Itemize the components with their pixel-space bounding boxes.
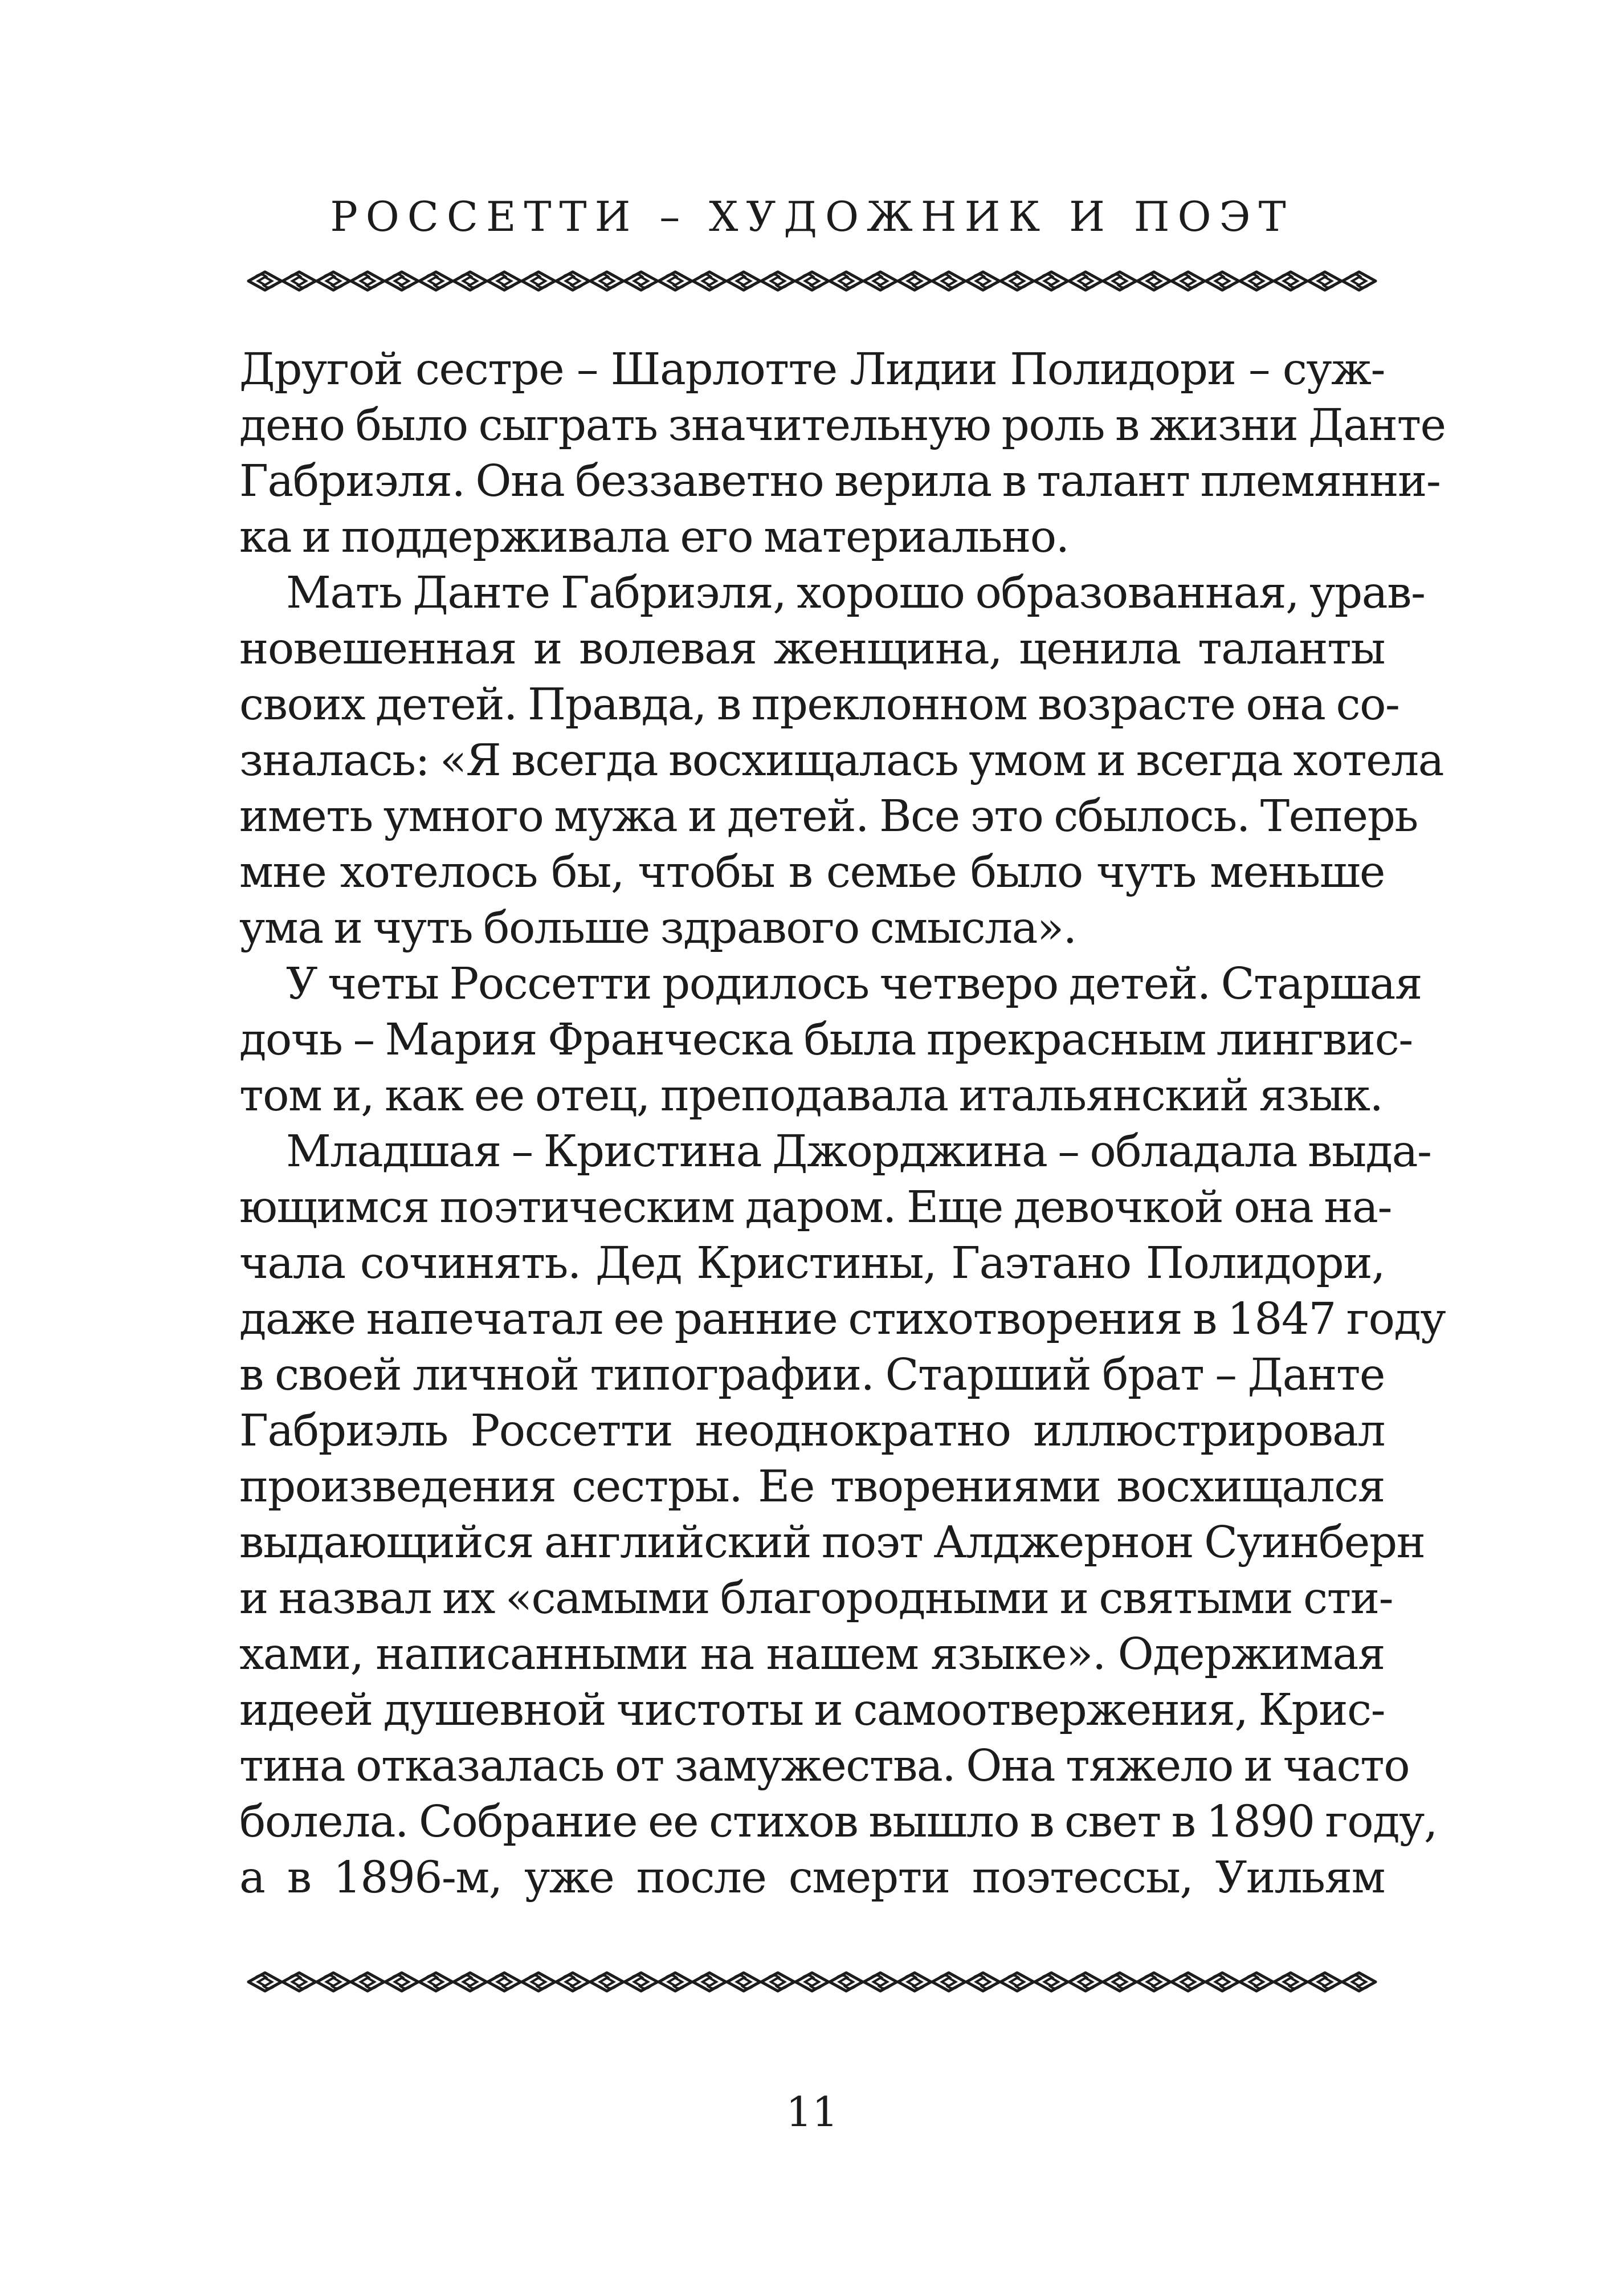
- text-line: в своей личной типографии. Старший брат – Данте: [239, 1350, 1385, 1400]
- ornament-link-icon: [1069, 272, 1102, 290]
- ornament-link-icon: [625, 1973, 658, 1991]
- ornament-link-icon: [761, 1973, 794, 1991]
- ornament-link-icon: [1308, 1973, 1341, 1991]
- ornament-link-icon: [1343, 1973, 1376, 1991]
- text-line: даже напечатал ее ранние стихотворения в 1847 году: [239, 1294, 1446, 1345]
- text-line: Младшая – Кристина Джорджина – обладала выда-: [286, 1126, 1431, 1177]
- ornament-link-icon: [966, 1973, 999, 1991]
- ornament-link-icon: [1240, 1973, 1273, 1991]
- ornament-link-icon: [830, 1973, 863, 1991]
- text-line: ка и поддерживала его материально.: [239, 512, 1069, 563]
- text-line: идеей душевной чистоты и самоотвержения, Крис-: [239, 1685, 1385, 1736]
- text-line: своих детей. Правда, в преклонном возрасте она со-: [239, 679, 1399, 730]
- ornament-link-icon: [727, 272, 760, 290]
- ornament-link-icon: [625, 272, 658, 290]
- ornament-link-icon: [761, 272, 794, 290]
- text-line: том и, как ее отец, преподавала итальянский язык.: [239, 1070, 1383, 1121]
- ornament-link-icon: [385, 1973, 418, 1991]
- ornament-link-icon: [1172, 1973, 1205, 1991]
- text-line: иметь умного мужа и детей. Все это сбылось. Теперь: [239, 791, 1418, 842]
- ornament-link-icon: [1274, 1973, 1307, 1991]
- ornament-link-icon: [1172, 272, 1205, 290]
- ornament-link-icon: [932, 1973, 965, 1991]
- ornament-border-top-icon: [239, 264, 1385, 298]
- ornament-link-icon: [1001, 272, 1034, 290]
- text-line: тина отказалась от замужества. Она тяжело и часто: [239, 1741, 1410, 1792]
- running-head: РОССЕТТИ – ХУДОЖНИК И ПОЭТ: [330, 193, 1294, 241]
- ornament-link-icon: [317, 1973, 350, 1991]
- text-line: Габриэль Россетти неоднократно иллюстрировал: [239, 1406, 1385, 1456]
- ornament-link-icon: [1137, 272, 1170, 290]
- text-line: чала сочинять. Дед Кристины, Гаэтано Полидори,: [239, 1238, 1385, 1289]
- ornament-link-icon: [795, 1973, 829, 1991]
- ornament-border-bottom-icon: [239, 1965, 1385, 1999]
- text-line: У четы Россетти родилось четверо детей. Старшая: [286, 959, 1422, 1009]
- text-line: Другой сестре – Шарлотте Лидии Полидори – суж-: [239, 344, 1385, 395]
- ornament-link-icon: [1137, 1973, 1170, 1991]
- ornament-link-icon: [351, 1973, 384, 1991]
- ornament-link-icon: [522, 272, 555, 290]
- text-line: ума и чуть больше здравого смысла».: [239, 903, 1076, 954]
- ornament-link-icon: [522, 1973, 555, 1991]
- text-line: выдающийся английский поэт Алджернон Суинберн: [239, 1517, 1425, 1568]
- ornament-link-icon: [1206, 1973, 1239, 1991]
- ornament-link-icon: [590, 272, 623, 290]
- ornament-link-icon: [556, 272, 589, 290]
- text-line: болела. Собрание ее стихов вышло в свет в 1890 году,: [239, 1797, 1437, 1847]
- ornament-link-icon: [419, 272, 452, 290]
- ornament-link-icon: [1240, 272, 1273, 290]
- text-line: а в 1896-м, уже после смерти поэтессы, Уильям: [239, 1852, 1385, 1903]
- ornament-link-icon: [488, 1973, 521, 1991]
- ornament-link-icon: [454, 272, 487, 290]
- ornament-link-icon: [693, 272, 726, 290]
- ornament-link-icon: [1103, 1973, 1136, 1991]
- ornament-link-icon: [1206, 272, 1239, 290]
- text-line: Габриэля. Она беззаветно верила в талант племянни-: [239, 456, 1441, 507]
- ornament-link-icon: [454, 1973, 487, 1991]
- ornament-link-icon: [830, 272, 863, 290]
- ornament-link-icon: [659, 1973, 692, 1991]
- text-line: дено было сыграть значительную роль в жизни Данте: [239, 400, 1446, 451]
- ornament-link-icon: [1035, 1973, 1068, 1991]
- ornament-link-icon: [1069, 1973, 1102, 1991]
- ornament-link-icon: [317, 272, 350, 290]
- ornament-link-icon: [864, 1973, 897, 1991]
- page-number: 11: [786, 2088, 838, 2136]
- body-text: [239, 342, 1446, 1906]
- ornament-link-icon: [659, 272, 692, 290]
- ornament-link-icon: [1274, 272, 1307, 290]
- ornament-link-icon: [1001, 1973, 1034, 1991]
- text-line: ющимся поэтическим даром. Еще девочкой она на-: [239, 1182, 1392, 1233]
- text-line: новешенная и волевая женщина, ценила таланты: [239, 624, 1385, 674]
- ornament-link-icon: [1103, 272, 1136, 290]
- ornament-link-icon: [1343, 272, 1376, 290]
- ornament-link-icon: [966, 272, 999, 290]
- ornament-link-icon: [898, 272, 931, 290]
- ornament-link-icon: [488, 272, 521, 290]
- ornament-link-icon: [1035, 272, 1068, 290]
- ornament-link-icon: [932, 272, 965, 290]
- ornament-link-icon: [385, 272, 418, 290]
- ornament-link-icon: [248, 272, 281, 290]
- ornament-link-icon: [351, 272, 384, 290]
- text-line: зналась: «Я всегда восхищалась умом и всегда хотела: [239, 735, 1444, 786]
- text-line: Мать Данте Габриэля, хорошо образованная, урав-: [286, 568, 1425, 618]
- ornament-link-icon: [248, 1973, 281, 1991]
- ornament-link-icon: [556, 1973, 589, 1991]
- ornament-link-icon: [864, 272, 897, 290]
- ornament-link-icon: [727, 1973, 760, 1991]
- ornament-link-icon: [283, 1973, 316, 1991]
- text-line: мне хотелось бы, чтобы в семье было чуть меньше: [239, 847, 1385, 898]
- text-line: хами, написанными на нашем языке». Одержимая: [239, 1629, 1385, 1680]
- ornament-link-icon: [898, 1973, 931, 1991]
- text-line: и назвал их «самыми благородными и святыми сти-: [239, 1573, 1393, 1624]
- text-line: произведения сестры. Ее творениями восхищался: [239, 1461, 1385, 1512]
- ornament-link-icon: [590, 1973, 623, 1991]
- ornament-link-icon: [1308, 272, 1341, 290]
- text-line: дочь – Мария Франческа была прекрасным лингвис-: [239, 1015, 1413, 1065]
- ornament-link-icon: [795, 272, 829, 290]
- ornament-link-icon: [693, 1973, 726, 1991]
- ornament-link-icon: [283, 272, 316, 290]
- ornament-link-icon: [419, 1973, 452, 1991]
